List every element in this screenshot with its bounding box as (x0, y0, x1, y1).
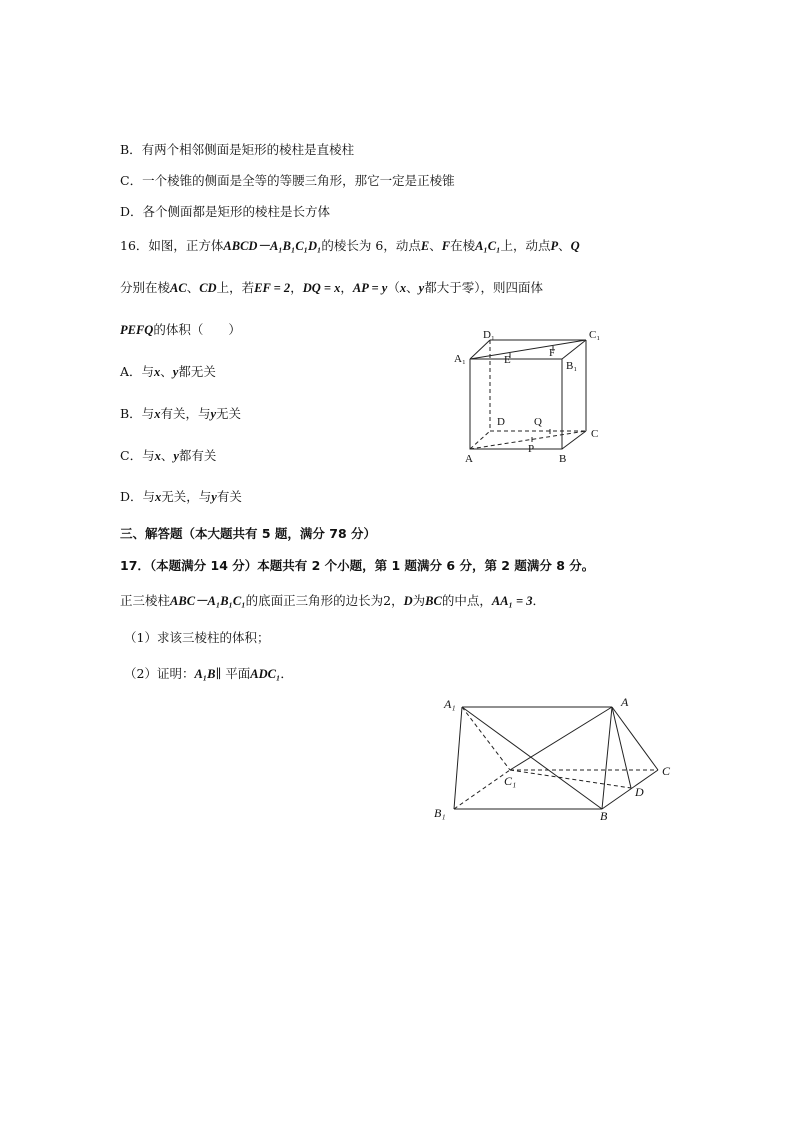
q16-stem-line1: 16．如图，正方体ABCD－A₁B₁C₁D₁的棱长为 6，动点E、F在棱A₁C₁上，动点P、Q (120, 238, 580, 253)
prism-hidden-B1C1 (454, 770, 510, 809)
q15-option-d: D．各个侧面都是矩形的棱柱是长方体 (120, 204, 331, 219)
q15-option-b: B．有两个相邻侧面是矩形的棱柱是直棱柱 (120, 142, 355, 157)
cube-label-Q: Q (534, 416, 542, 428)
prism-label-B: B (600, 809, 608, 823)
q16-stem-line2: 分别在棱AC、CD上，若EF = 2，DQ = x，AP = y（x、y都大于零），则四面体 (120, 280, 543, 295)
prism-label-A: A (621, 695, 629, 709)
prism-label-C1: C₁ (504, 774, 517, 788)
cube-label-F: F (549, 347, 556, 359)
cube-label-C: C (591, 428, 599, 440)
cube-label-C1: C₁ (589, 329, 601, 341)
q17-header: 17．（本题满分 14 分）本题共有 2 个小题，第 1 题满分 6 分，第 2 题满分 8 分。 (120, 558, 595, 573)
cube-label-A: A (465, 453, 473, 465)
q16-option-a: A．与x、y都无关 (120, 364, 216, 379)
q17-part1: （1）求该三棱柱的体积； (124, 630, 270, 645)
prism-figure (430, 690, 680, 823)
q17-stem: 正三棱柱ABC－A₁B₁C₁的底面正三角形的边长为2，D为BC的中点，AA₁ = 3． (120, 593, 546, 608)
prism-edge-AD (612, 707, 631, 788)
cube-edge-BC (562, 431, 586, 449)
prism-label-B1: B₁ (434, 806, 446, 820)
cube-figure (440, 325, 620, 470)
prism-edge-BC (602, 770, 658, 809)
prism-hidden-A1C1 (462, 707, 510, 770)
cube-edge-front (470, 359, 562, 449)
q16-option-c: C．与x、y都有关 (120, 448, 217, 463)
cube-label-D1: D₁ (483, 329, 495, 341)
prism-label-D: D (635, 785, 644, 799)
q15-option-c: C．一个棱锥的侧面是全等的等腰三角形，那它一定是正棱锥 (120, 173, 455, 188)
cube-label-B1: B₁ (566, 360, 578, 372)
prism-edge-A1B (462, 707, 602, 809)
q16-option-d: D．与x无关，与y有关 (120, 489, 242, 504)
prism-edge-AB (602, 707, 612, 809)
prism-edge-AC1 (510, 707, 612, 770)
cube-label-D: D (497, 416, 505, 428)
q16-stem-line3: PEFQ的体积（ ） (120, 322, 241, 337)
cube-name: ABCD－A₁B₁C₁D₁ (223, 239, 322, 253)
q17-part2: （2）证明：A₁B∥ 平面ADC₁． (124, 666, 293, 681)
cube-label-B: B (559, 453, 567, 465)
prism-label-C: C (662, 764, 671, 778)
section3-title: 三、解答题（本大题共有 5 题，满分 78 分） (120, 526, 377, 541)
cube-label-A1: A₁ (454, 353, 466, 365)
cube-label-P: P (528, 443, 535, 455)
prism-edge-A1B1 (454, 707, 462, 809)
q16-option-b: B．与x有关，与y无关 (120, 406, 242, 421)
cube-label-E: E (504, 354, 511, 366)
prism-label-A1: A₁ (444, 697, 456, 711)
prism-hidden-C1D (510, 770, 631, 788)
